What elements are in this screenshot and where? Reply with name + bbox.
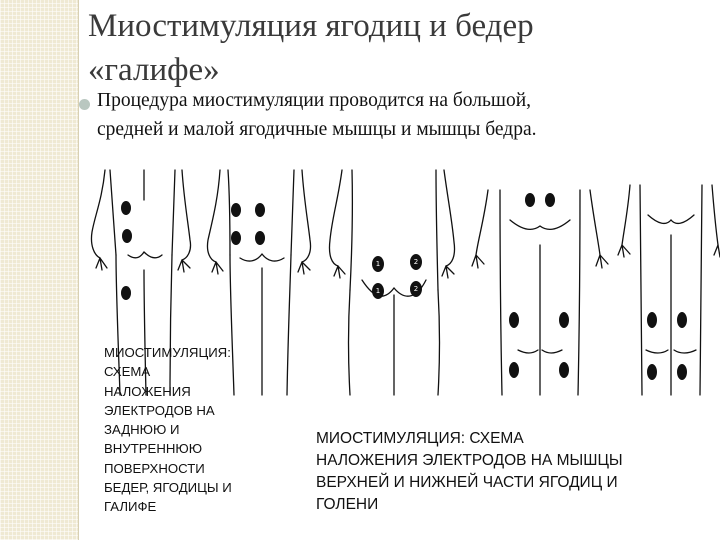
electrode-label: 1 — [375, 287, 381, 295]
caption-line: ГОЛЕНИ — [316, 496, 379, 513]
title-line: Миостимуляция ягодиц и бедер — [88, 8, 534, 44]
title-line: «галифе» — [88, 52, 220, 88]
caption-line: ЭЛЕКТРОДОВ НА — [104, 402, 215, 418]
slide-title — [88, 4, 688, 92]
caption-line: ЗАДНЮЮ И — [104, 422, 180, 438]
electrode-label: 1 — [375, 260, 381, 268]
bullet-icon — [79, 99, 90, 110]
side-pattern-decoration — [0, 0, 78, 540]
bullet-text — [97, 86, 707, 144]
electrode-label: 2 — [413, 285, 419, 293]
caption-line: НАЛОЖЕНИЯ ЭЛЕКТРОДОВ НА МЫШЦЫ — [316, 452, 623, 469]
caption-line: ВНУТРЕННЮЮ — [104, 441, 203, 457]
caption-line: ГАЛИФЕ — [104, 499, 157, 515]
side-divider — [78, 0, 79, 540]
caption-line: СХЕМА — [104, 364, 151, 380]
caption-line: МИОСТИМУЛЯЦИЯ: — [104, 345, 231, 360]
caption-line: МИОСТИМУЛЯЦИЯ: СХЕМА — [316, 430, 524, 447]
electrode-label: 2 — [413, 258, 419, 266]
caption-right — [316, 428, 716, 516]
caption-line: НАЛОЖЕНИЯ — [104, 383, 191, 399]
caption-line: ПОВЕРХНОСТИ — [104, 460, 205, 476]
bullet-line: средней и малой ягодичные мышцы и мышцы бедра. — [97, 119, 537, 140]
caption-line: ВЕРХНЕЙ И НИЖНЕЙ ЧАСТИ ЯГОДИЦ И — [316, 474, 618, 491]
figure-back-view-3 — [329, 170, 454, 395]
bullet-line: Процедура миостимуляции проводится на большой, — [97, 90, 531, 111]
figure-back-view-4 — [472, 190, 608, 395]
caption-line: БЕДЕР, ЯГОДИЦЫ И — [104, 480, 232, 496]
caption-left — [104, 343, 284, 517]
figure-back-view-5 — [618, 185, 720, 395]
